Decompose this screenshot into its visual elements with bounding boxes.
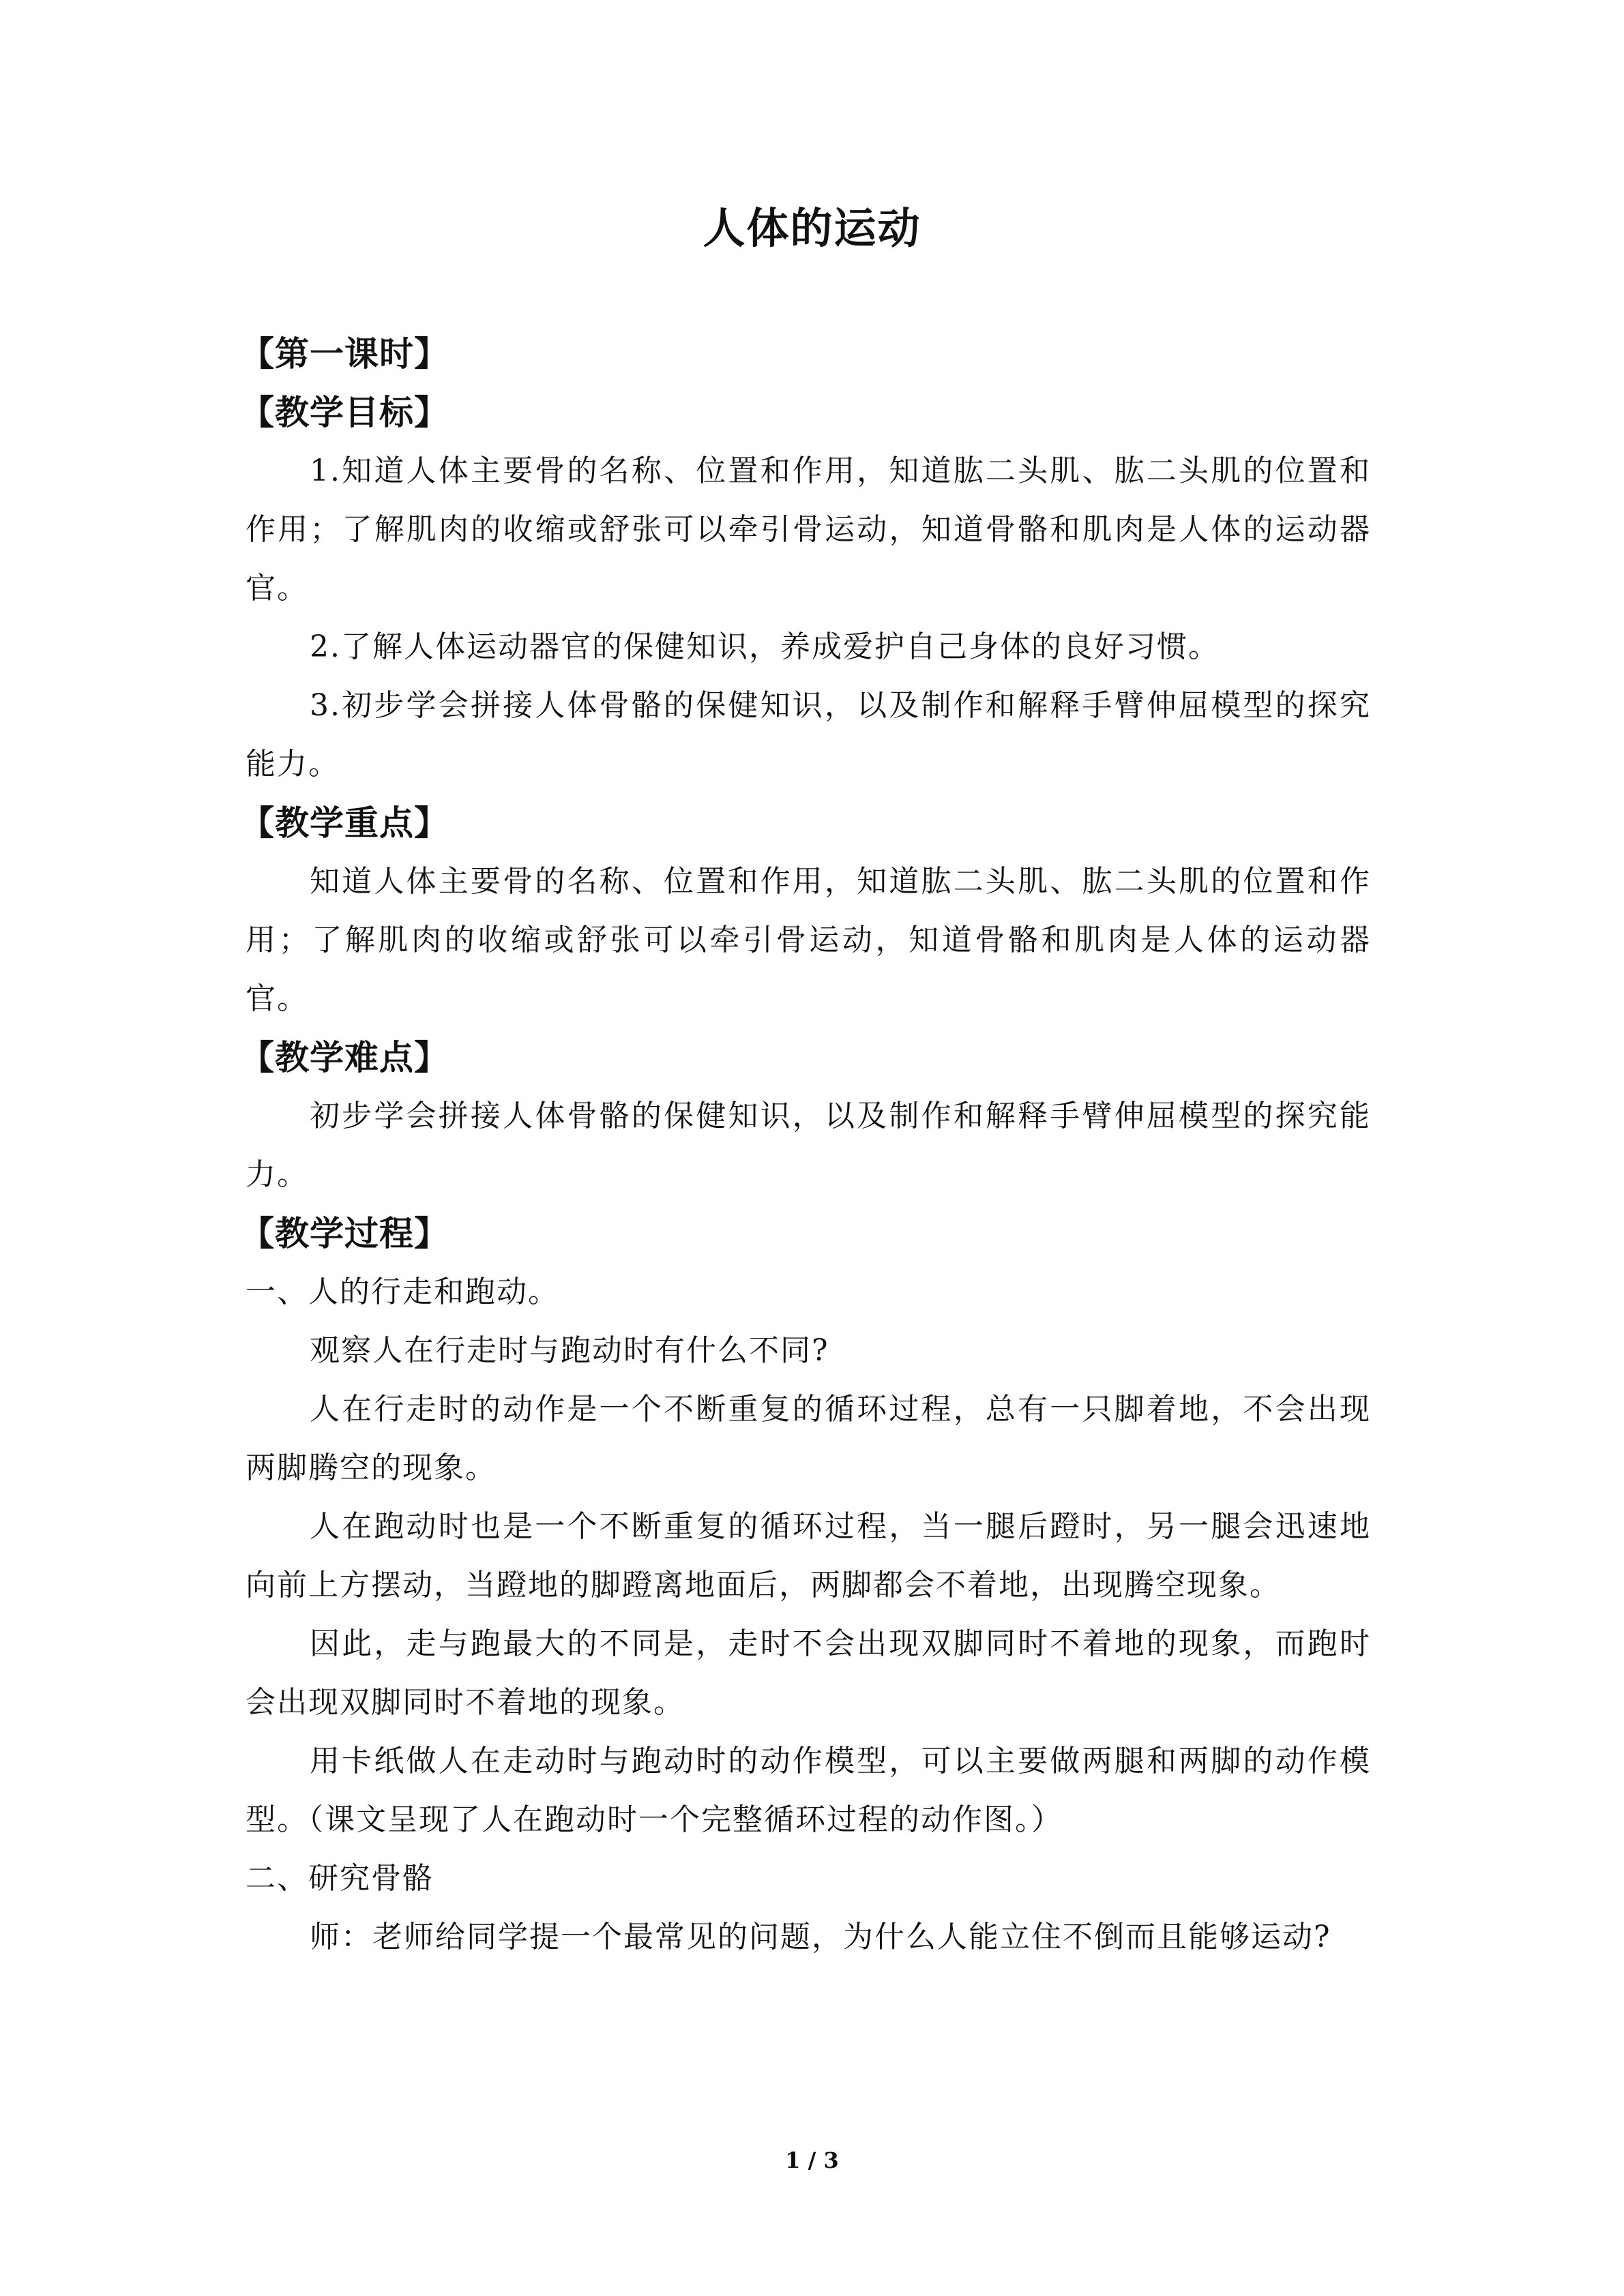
- paragraph-difficulties: 初步学会拼接人体骨骼的保健知识，以及制作和解释手臂伸屈模型的探究能力。: [246, 1099, 1371, 1192]
- page-title: 人体的运动: [703, 203, 921, 253]
- paragraph-card-model: 用卡纸做人在走动时与跑动时的动作模型，可以主要做两腿和两脚的动作模型。（课文呈现了人在跑动时一个完整循环过程的动作图。）: [246, 1744, 1371, 1837]
- document-body: [240, 325, 1371, 1967]
- paragraph-running: 人在跑动时也是一个不断重复的循环过程，当一腿后蹬时，另一腿会迅速地向前上方摆动，当蹬地的脚蹬离地面后，两脚都会不着地，出现腾空现象。: [246, 1509, 1371, 1602]
- paragraph-teacher-question: 师：老师给同学提一个最常见的问题，为什么人能立住不倒而且能够运动?: [310, 1920, 1331, 1954]
- heading-first-lesson: 【第一课时】: [240, 334, 449, 374]
- page-number: 1 / 3: [785, 2147, 839, 2173]
- paragraph-key-points: 知道人体主要骨的名称、位置和作用，知道肱二头肌、肱二头肌的位置和作用；了解肌肉的收缩或舒张可以牵引骨运动，知道骨骼和肌肉是人体的运动器官。: [246, 864, 1371, 1016]
- section-walking-running: 一、人的行走和跑动。: [246, 1274, 559, 1309]
- paragraph-observe-question: 观察人在行走时与跑动时有什么不同?: [310, 1333, 829, 1368]
- paragraph-walking: 人在行走时的动作是一个不断重复的循环过程，总有一只脚着地，不会出现两脚腾空的现象。: [246, 1392, 1371, 1485]
- paragraph-goal-3: 3.初步学会拼接人体骨骼的保健知识，以及制作和解释手臂伸屈模型的探究能力。: [246, 688, 1371, 781]
- heading-key-points: 【教学重点】: [240, 803, 449, 843]
- paragraph-difference: 因此，走与跑最大的不同是，走时不会出现双脚同时不着地的现象，而跑时会出现双脚同时不着地的现象。: [246, 1626, 1371, 1720]
- heading-teaching-process: 【教学过程】: [240, 1214, 449, 1253]
- paragraph-goal-2: 2.了解人体运动器官的保健知识，养成爱护自己身体的良好习惯。: [310, 629, 1220, 664]
- section-study-skeleton: 二、研究骨骼: [246, 1861, 434, 1896]
- heading-teaching-goals: 【教学目标】: [240, 393, 449, 432]
- heading-difficulties: 【教学难点】: [240, 1038, 449, 1077]
- paragraph-goal-1: 1.知道人体主要骨的名称、位置和作用，知道肱二头肌、肱二头肌的位置和作用；了解肌肉的收缩或舒张可以牵引骨运动，知道骨骼和肌肉是人体的运动器官。: [246, 453, 1371, 606]
